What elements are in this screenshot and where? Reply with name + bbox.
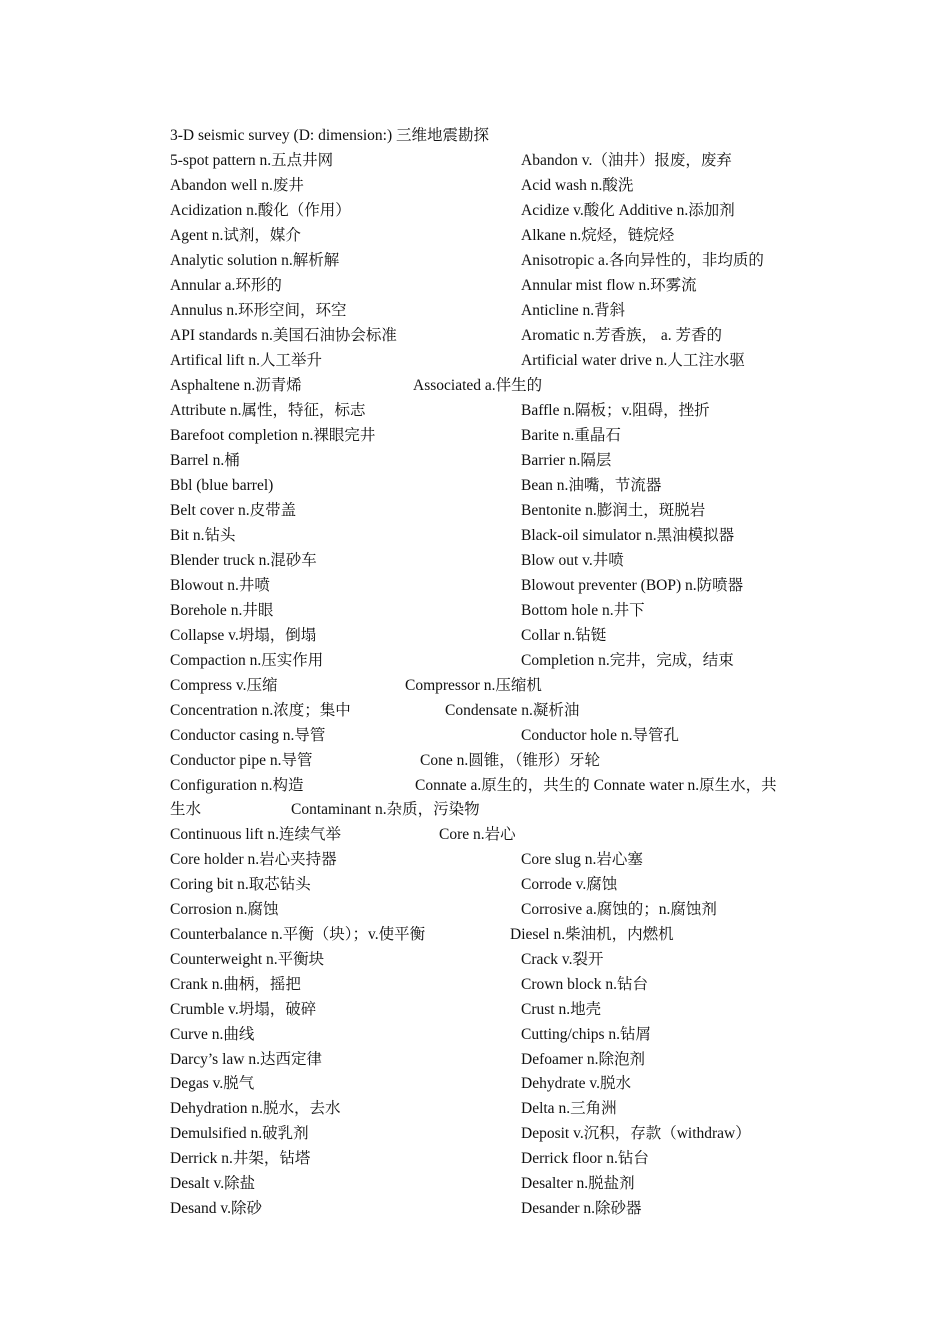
entry-left: Blender truck n.混砂车 xyxy=(170,552,317,569)
entry-left: Conductor pipe n.导管 xyxy=(170,752,313,769)
entry-right: Corrode v.腐蚀 xyxy=(521,876,618,893)
entry-left: Derrick n.井架，钻塔 xyxy=(170,1150,311,1167)
entry-right: Delta n.三角洲 xyxy=(521,1100,617,1117)
entry-left: Asphaltene n.沥青烯 xyxy=(170,377,302,394)
entry-left: Configuration n.构造 xyxy=(170,777,304,794)
entry-left: Compress v.压缩 xyxy=(170,677,278,694)
entry-right: Bottom hole n.井下 xyxy=(521,602,645,619)
entry-right: Cutting/chips n.钻屑 xyxy=(521,1026,652,1043)
entry-left: Blowout n.井喷 xyxy=(170,577,270,594)
entry-left: Compaction n.压实作用 xyxy=(170,652,324,669)
entry-right: Completion n.完井，完成，结束 xyxy=(521,652,734,669)
entry-right: Acidize v.酸化 Additive n.添加剂 xyxy=(521,202,735,219)
entry-right: Blowout preventer (BOP) n.防喷器 xyxy=(521,577,744,594)
entry-right: Acid wash n.酸洗 xyxy=(521,177,634,194)
entry-right: Bentonite n.膨润土，斑脱岩 xyxy=(521,502,706,519)
entry-left: 生水 xyxy=(170,801,202,818)
entry-line: 3-D seismic survey (D: dimension:) 三维地震勘探 xyxy=(170,127,490,144)
entry-right: Cone n.圆锥，（锥形）牙轮 xyxy=(420,752,600,769)
entry-right: Barrier n.隔层 xyxy=(521,452,612,469)
entry-right: Desander n.除砂器 xyxy=(521,1200,642,1217)
entry-left: Analytic solution n.解析解 xyxy=(170,252,340,269)
entry-right: Corrosive a.腐蚀的；n.腐蚀剂 xyxy=(521,901,717,918)
entry-right: Baffle n.隔板；v.阻碍，挫折 xyxy=(521,402,710,419)
entry-right: Diesel n.柴油机，内燃机 xyxy=(510,926,674,943)
entry-right: Derrick floor n.钻台 xyxy=(521,1150,649,1167)
entry-left: Core holder n.岩心夹持器 xyxy=(170,851,337,868)
entry-right: Annular mist flow n.环雾流 xyxy=(521,277,697,294)
entry-left: Crank n.曲柄，摇把 xyxy=(170,976,301,993)
entry-right: Black-oil simulator n.黑油模拟器 xyxy=(521,527,735,544)
entry-right: Crown block n.钻台 xyxy=(521,976,649,993)
entry-left: Degas v.脱气 xyxy=(170,1075,255,1092)
entry-left: Collapse v.坍塌，倒塌 xyxy=(170,627,317,644)
entry-right: Compressor n.压缩机 xyxy=(405,677,542,694)
entry-right: Associated a.伴生的 xyxy=(413,377,543,394)
entry-left: Belt cover n.皮带盖 xyxy=(170,502,297,519)
entry-right: Dehydrate v.脱水 xyxy=(521,1075,632,1092)
entry-right: Barite n.重晶石 xyxy=(521,427,621,444)
entry-right: Collar n.钻铤 xyxy=(521,627,607,644)
entry-right: Anisotropic a.各向异性的，非均质的 xyxy=(521,252,764,269)
entry-left: Coring bit n.取芯钻头 xyxy=(170,876,311,893)
entry-left: Barefoot completion n.裸眼完井 xyxy=(170,427,376,444)
entry-left: Curve n.曲线 xyxy=(170,1026,255,1043)
entry-right: Crack v.裂开 xyxy=(521,951,604,968)
entry-right: Alkane n.烷烃，链烷烃 xyxy=(521,227,675,244)
entry-right: Blow out v.井喷 xyxy=(521,552,624,569)
entry-left: Attribute n.属性，特征，标志 xyxy=(170,402,366,419)
entry-left: Counterweight n.平衡块 xyxy=(170,951,325,968)
entry-left: Desand v.除砂 xyxy=(170,1200,262,1217)
entry-left: Barrel n.桶 xyxy=(170,452,240,469)
entry-left: Counterbalance n.平衡（块）；v.使平衡 xyxy=(170,926,426,943)
entry-left: Annular a.环形的 xyxy=(170,277,282,294)
entry-left: Bit n.钻头 xyxy=(170,527,236,544)
entry-right: Desalter n.脱盐剂 xyxy=(521,1175,635,1192)
entry-left: Darcy’s law n.达西定律 xyxy=(170,1051,322,1068)
entry-left: Desalt v.除盐 xyxy=(170,1175,256,1192)
entry-left: Dehydration n.脱水，去水 xyxy=(170,1100,341,1117)
entry-right: Abandon v.（油井）报废，废弃 xyxy=(521,152,732,169)
entry-left: Annulus n.环形空间，环空 xyxy=(170,302,347,319)
entry-left: Concentration n.浓度；集中 xyxy=(170,702,351,719)
entry-right: Crust n.地壳 xyxy=(521,1001,602,1018)
entry-left: Artifical lift n.人工举升 xyxy=(170,352,322,369)
entry-left: Borehole n.井眼 xyxy=(170,602,274,619)
entry-right: Conductor hole n.导管孔 xyxy=(521,727,679,744)
entry-left: Demulsified n.破乳剂 xyxy=(170,1125,309,1142)
entry-right: Aromatic n.芳香族， a. 芳香的 xyxy=(521,327,723,344)
entry-right: Connate a.原生的，共生的 Connate water n.原生水，共 xyxy=(415,777,777,794)
entry-left: 5-spot pattern n.五点井网 xyxy=(170,152,334,169)
entry-left: Abandon well n.废井 xyxy=(170,177,304,194)
entry-right: Core slug n.岩心塞 xyxy=(521,851,643,868)
entry-left: Conductor casing n.导管 xyxy=(170,727,326,744)
entry-right: Bean n.油嘴，节流器 xyxy=(521,477,662,494)
entry-left: Agent n.试剂，媒介 xyxy=(170,227,301,244)
entry-right: Artificial water drive n.人工注水驱 xyxy=(521,352,745,369)
entry-right: Anticline n.背斜 xyxy=(521,302,626,319)
entry-right: Deposit v.沉积，存款（withdraw） xyxy=(521,1125,751,1142)
entry-left: Continuous lift n.连续气举 xyxy=(170,826,341,843)
entry-left: Corrosion n.腐蚀 xyxy=(170,901,279,918)
entry-right: Contaminant n.杂质，污染物 xyxy=(291,801,480,818)
entry-left: API standards n.美国石油协会标准 xyxy=(170,327,397,344)
entry-left: Acidization n.酸化（作用） xyxy=(170,202,351,219)
entry-right: Core n.岩心 xyxy=(439,826,516,843)
entry-right: Defoamer n.除泡剂 xyxy=(521,1051,645,1068)
entry-left: Crumble v.坍塌，破碎 xyxy=(170,1001,317,1018)
entry-right: Condensate n.凝析油 xyxy=(445,702,580,719)
entry-left: Bbl (blue barrel) xyxy=(170,477,274,494)
